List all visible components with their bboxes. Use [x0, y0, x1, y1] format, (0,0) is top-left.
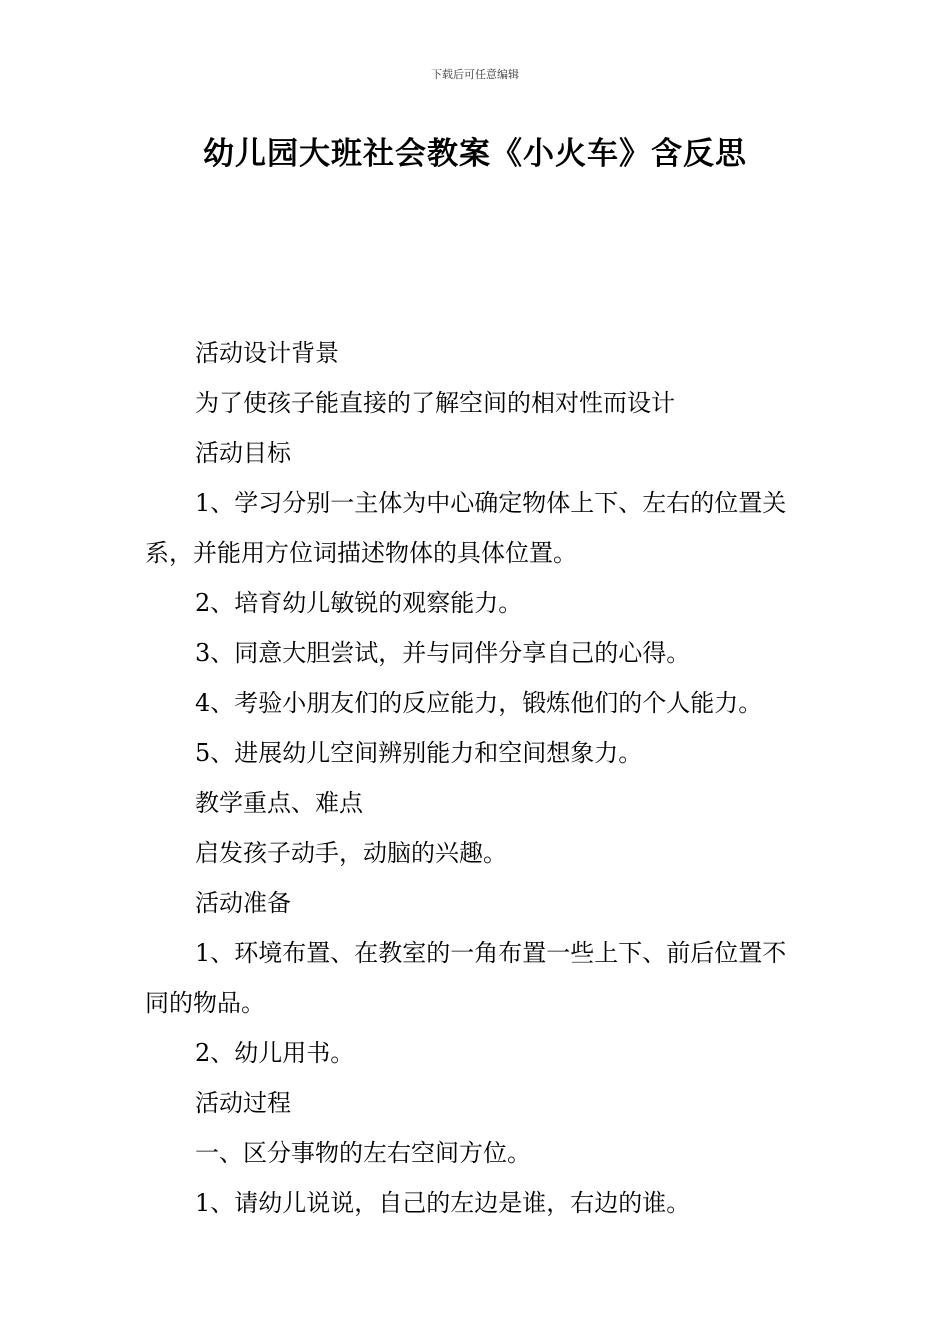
paragraph-list-item: 5、进展幼儿空间辨别能力和空间想象力。 — [195, 739, 643, 767]
paragraph: 启发孩子动手，动脑的兴趣。 — [195, 839, 507, 867]
document-body — [145, 328, 810, 1228]
paragraph-list-item: 1、请幼儿说说，自己的左边是谁，右边的谁。 — [195, 1189, 691, 1217]
document-title: 幼儿园大班社会教案《小火车》含反思 — [203, 136, 747, 172]
paragraph-list-item: 1、学习分别一主体为中心确定物体上下、左右的位置关系，并能用方位词描述物体的具体位置。 — [145, 489, 787, 567]
paragraph-list-item: 1、环境布置、在教室的一角布置一些上下、前后位置不同的物品。 — [145, 939, 787, 1017]
paragraph-section-heading: 活动目标 — [195, 439, 291, 467]
paragraph-section-heading: 教学重点、难点 — [195, 789, 363, 817]
paragraph-section-heading: 活动准备 — [195, 889, 291, 917]
paragraph-section-heading: 活动过程 — [195, 1089, 291, 1117]
page-header-note: 下载后可任意编辑 — [431, 68, 519, 81]
paragraph-list-item: 3、同意大胆尝试，并与同伴分享自己的心得。 — [195, 639, 691, 667]
paragraph-list-item: 4、考验小朋友们的反应能力，锻炼他们的个人能力。 — [195, 689, 763, 717]
paragraph-list-item: 2、幼儿用书。 — [195, 1039, 355, 1067]
paragraph-section-heading: 活动设计背景 — [195, 339, 339, 367]
paragraph-list-item: 2、培育幼儿敏锐的观察能力。 — [195, 589, 523, 617]
paragraph: 为了使孩子能直接的了解空间的相对性而设计 — [195, 389, 675, 417]
paragraph-subsection-heading: 一、区分事物的左右空间方位。 — [195, 1139, 531, 1167]
